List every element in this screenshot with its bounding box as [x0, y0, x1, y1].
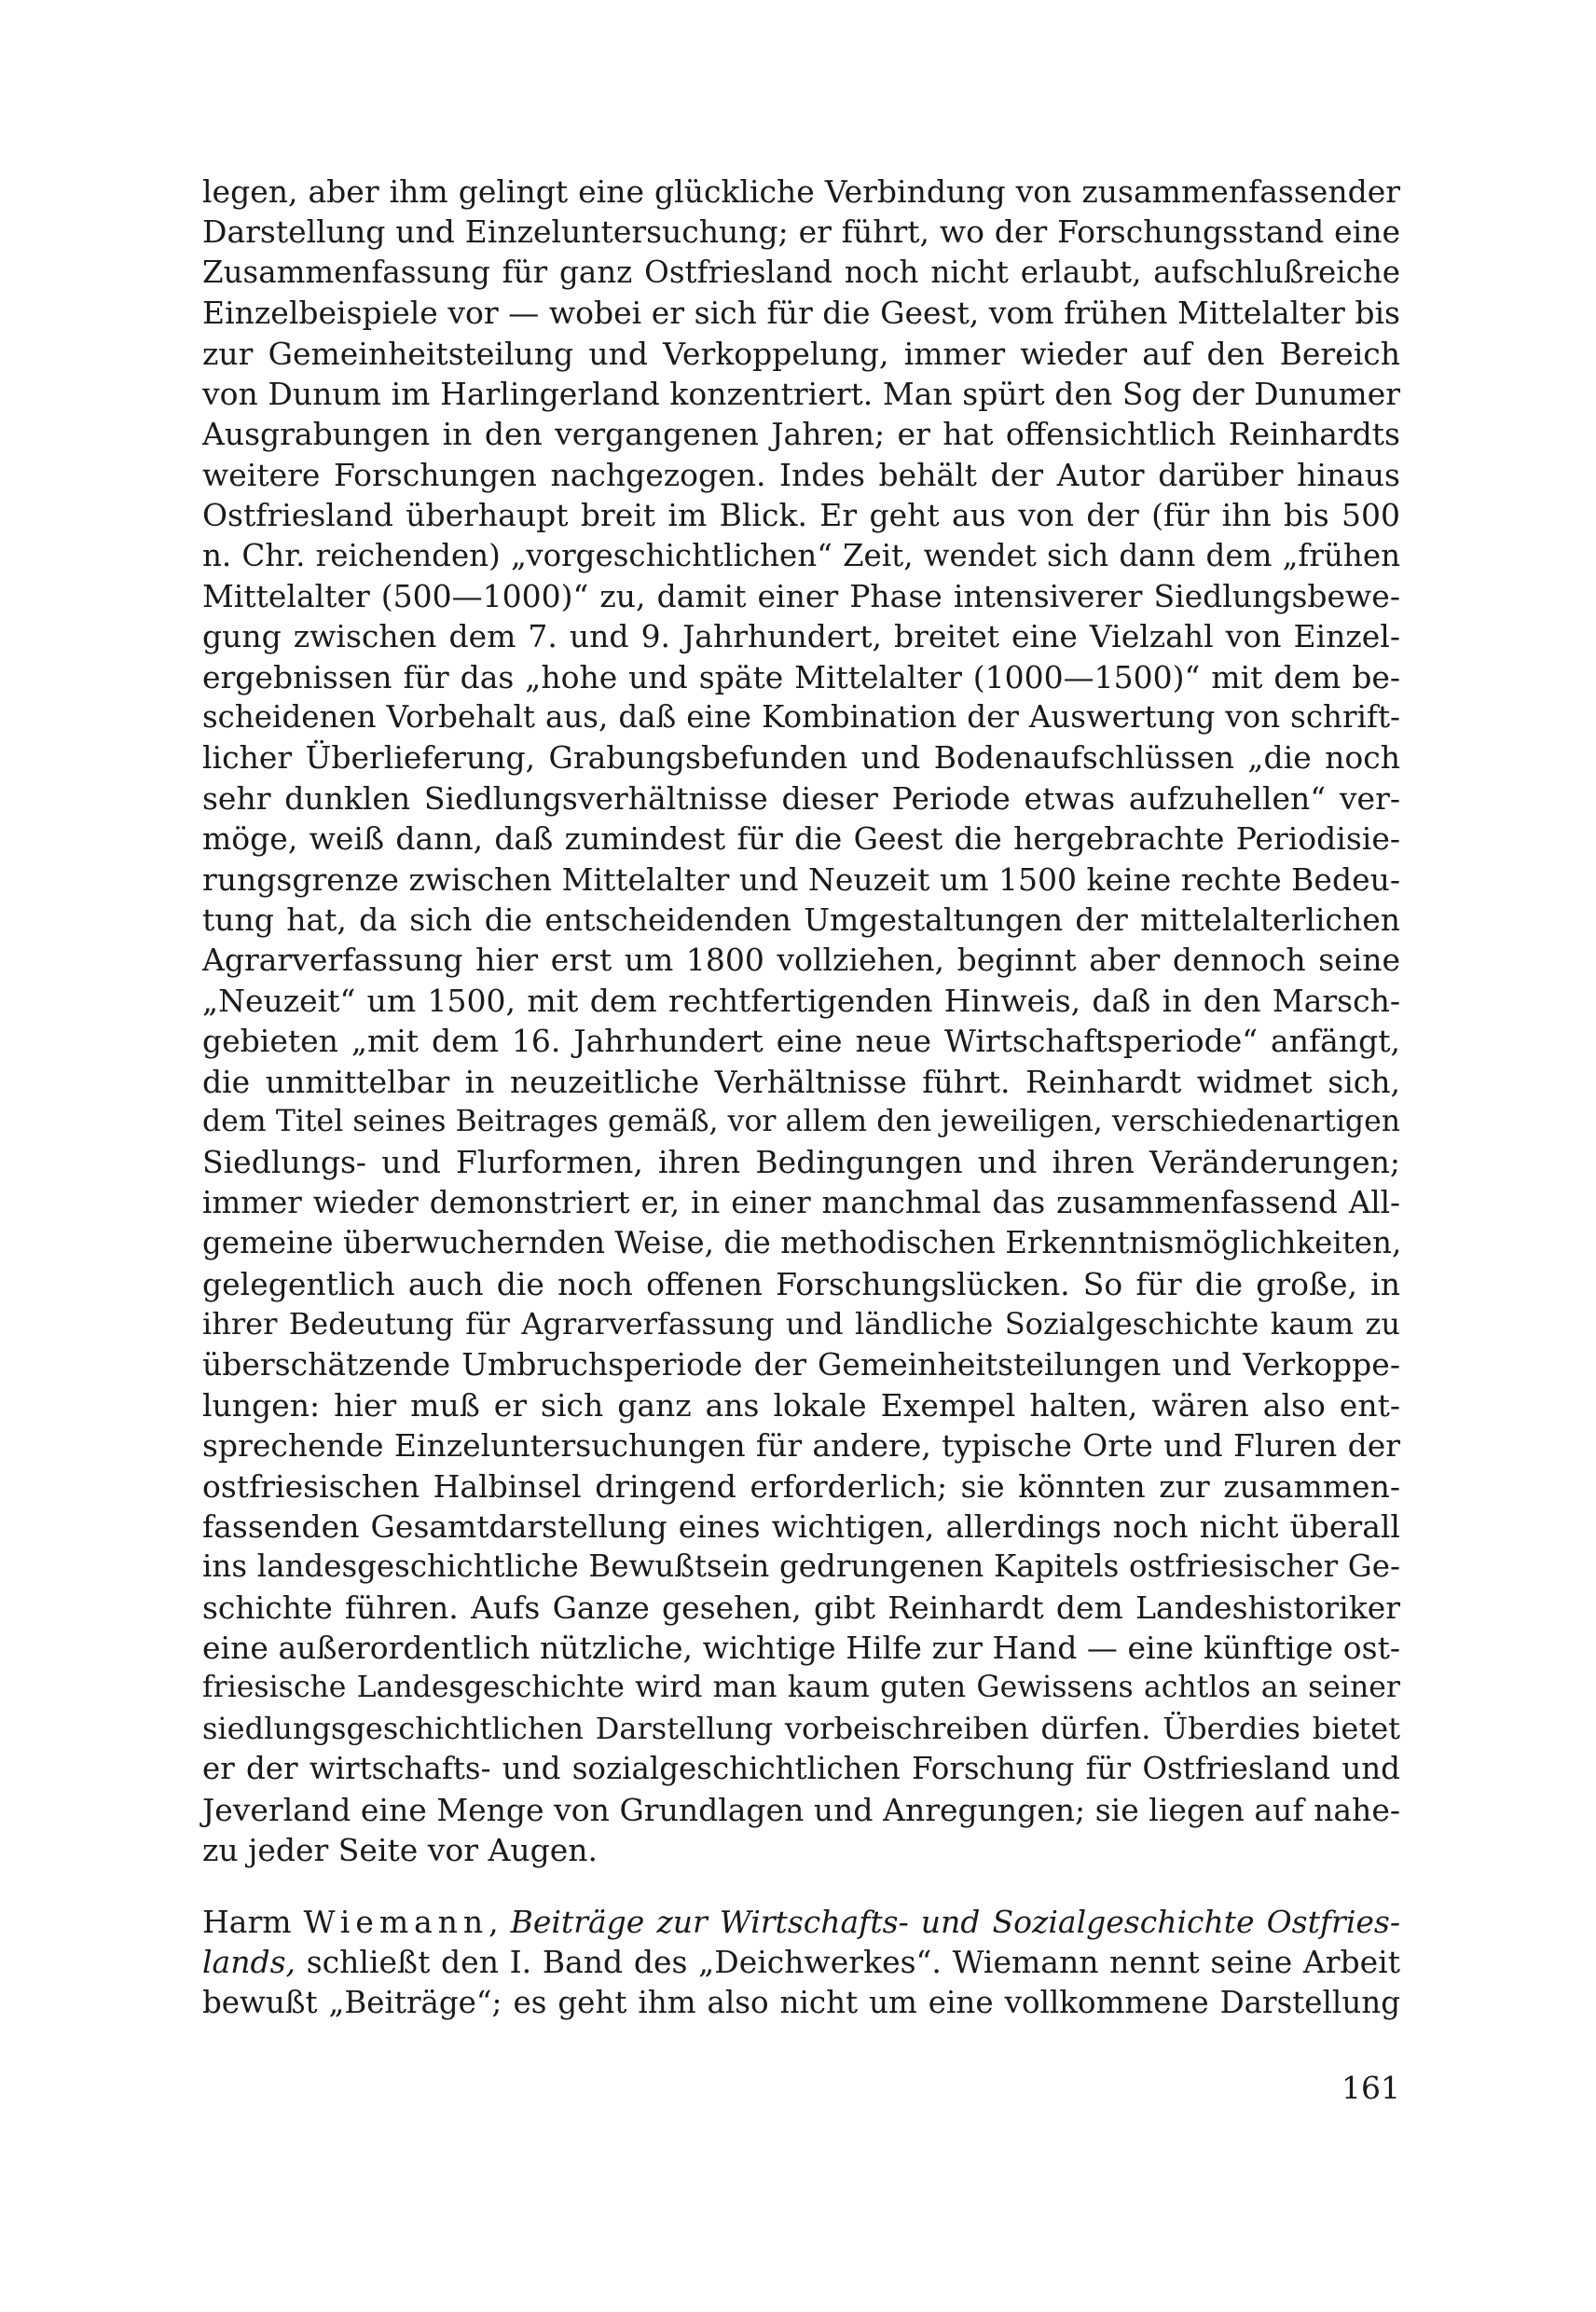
author-first-name: Harm [202, 1904, 304, 1940]
text-line: Ostfriesland überhaupt breit im Blick. Er geht aus von der (für ihn bis 500 [202, 497, 1400, 534]
text-line: gebieten „mit dem 16. Jahrhundert eine neue Wirtschaftsperiode“ anfängt, [202, 1023, 1400, 1060]
text-line: schichte führen. Aufs Ganze gesehen, gibt Reinhardt dem Landeshistoriker [202, 1589, 1400, 1626]
text-line: immer wieder demonstriert er, in einer manchmal das zusammenfassend All- [202, 1184, 1400, 1220]
text-line: friesische Landesgeschichte wird man kaum guten Gewissens achtlos an seiner [202, 1671, 1400, 1705]
text-line [202, 1942, 1400, 1982]
author-last-name: Wiemann [303, 1904, 489, 1940]
text-line: er der wirtschafts- und sozialgeschichtlichen Forschung für Ostfriesland und [202, 1751, 1400, 1787]
text-line: Agrarverfassung hier erst um 1800 vollziehen, beginnt aber dennoch seine [202, 942, 1400, 979]
text-line: n. Chr. reichenden) „vorgeschichtlichen“ Zeit, wendet sich dann dem „frühen [202, 537, 1400, 573]
text-line [202, 1902, 1400, 1942]
work-title-end: lands, [202, 1944, 296, 1981]
text-line: lungen: hier muß er sich ganz ans lokale Exempel halten, wären also ent- [202, 1386, 1400, 1424]
text-line: gelegentlich auch die noch offenen Forschungslücken. So für die große, in [202, 1265, 1400, 1302]
text-line: ins landesgeschichtliche Bewußtsein gedrungenen Kapitels ostfriesischer Ge- [202, 1548, 1400, 1585]
text-line: sprechende Einzeluntersuchungen für andere, typische Orte und Fluren der [202, 1427, 1400, 1465]
text-line: licher Überlieferung, Grabungsbefunden und Bodenaufschlüssen „die noch [202, 739, 1400, 777]
text-line: ergebnissen für das „hohe und späte Mittelalter (1000—1500)“ mit dem be- [202, 658, 1400, 695]
text-line: möge, weiß dann, daß zumindest für die Geest die hergebrachte Periodisie- [202, 820, 1400, 858]
text-line: „Neuzeit“ um 1500, mit dem rechtfertigenden Hinweis, daß in den Marsch- [202, 982, 1400, 1019]
separator: , [488, 1904, 511, 1940]
text-line: Ausgrabungen in den vergangenen Jahren; er hat offensichtlich Reinhardts [202, 416, 1400, 453]
text-line: Mittelalter (500—1000)“ zu, damit einer Phase intensiverer Siedlungsbewe- [202, 577, 1400, 614]
text-line: von Dunum im Harlingerland konzentriert. Man spürt den Sog der Dunumer [202, 375, 1400, 412]
text-line: siedlungsgeschichtlichen Darstellung vorbeischreiben dürfen. Überdies bietet [202, 1710, 1400, 1746]
work-title: Beiträge zur Wirtschafts- und Sozialgeschichte Ostfries- [510, 1904, 1401, 1940]
text-line: tung hat, da sich die entscheidenden Umgestaltungen der mittelalterlichen [202, 901, 1400, 939]
text-line: gemeine überwuchernden Weise, die methodischen Erkenntnismöglichkeiten, [202, 1225, 1402, 1261]
text-line: Einzelbeispiele vor — wobei er sich für die Geest, vom frühen Mittelalter bis [202, 295, 1400, 332]
text-line: sehr dunklen Siedlungsverhältnisse dieser Periode etwas aufzuhellen“ ver- [202, 779, 1400, 817]
text-line: Siedlungs- und Flurformen, ihren Bedingungen und ihren Veränderungen; [202, 1144, 1400, 1181]
text-line: die unmittelbar in neuzeitliche Verhältnisse führt. Reinhardt widmet sich, [202, 1063, 1400, 1100]
text-line: dem Titel seines Beitrages gemäß, vor allem den jeweiligen, verschiedenartigen [202, 1104, 1400, 1138]
page-number: 161 [1341, 2070, 1400, 2106]
text-line: Darstellung und Einzeluntersuchung; er führt, wo der Forschungsstand eine [202, 213, 1400, 251]
text-line: zur Gemeinheitsteilung und Verkoppelung, immer wieder auf den Bereich [202, 335, 1400, 372]
text-line: ostfriesischen Halbinsel dringend erforderlich; sie könnten zur zusammen- [202, 1467, 1400, 1505]
text-line: fassenden Gesamtdarstellung eines wichtigen, allerdings noch nicht überall [202, 1507, 1400, 1545]
paragraph-wiemann-review [202, 1902, 1400, 2023]
text-line: ihrer Bedeutung für Agrarverfassung und ländliche Sozialgeschichte kaum zu [202, 1305, 1400, 1342]
text-line: eine außerordentlich nützliche, wichtige Hilfe zur Hand — eine künftige ost- [202, 1630, 1400, 1667]
text-line: bewußt „Beiträge“; es geht ihm also nicht um eine vollkommene Darstellung [202, 1984, 1400, 2020]
text-line: Zusammenfassung für ganz Ostfriesland noch nicht erlaubt, aufschlußreiche [202, 254, 1400, 290]
text-line: scheidenen Vorbehalt aus, daß eine Kombination der Auswertung von schrift- [202, 699, 1400, 736]
text-line: gung zwischen dem 7. und 9. Jahrhundert, breitet eine Vielzahl von Einzel- [202, 618, 1400, 655]
text-run: schließt den I. Band des „Deichwerkes“. Wiemann nennt seine Arbeit [296, 1944, 1400, 1981]
paragraph-reinhardt-review [202, 172, 1400, 1870]
text-line: rungsgrenze zwischen Mittelalter und Neuzeit um 1500 keine rechte Bedeu- [202, 860, 1400, 898]
text-line: überschätzende Umbruchsperiode der Gemeinheitsteilungen und Verkoppe- [202, 1346, 1400, 1383]
text-line: legen, aber ihm gelingt eine glückliche Verbindung von zusammenfassender [202, 173, 1400, 210]
text-line: weitere Forschungen nachgezogen. Indes behält der Autor darüber hinaus [202, 456, 1400, 493]
text-line: Jeverland eine Menge von Grundlagen und Anregungen; sie liegen auf nahe- [202, 1791, 1400, 1828]
text-line: zu jeder Seite vor Augen. [202, 1832, 598, 1869]
